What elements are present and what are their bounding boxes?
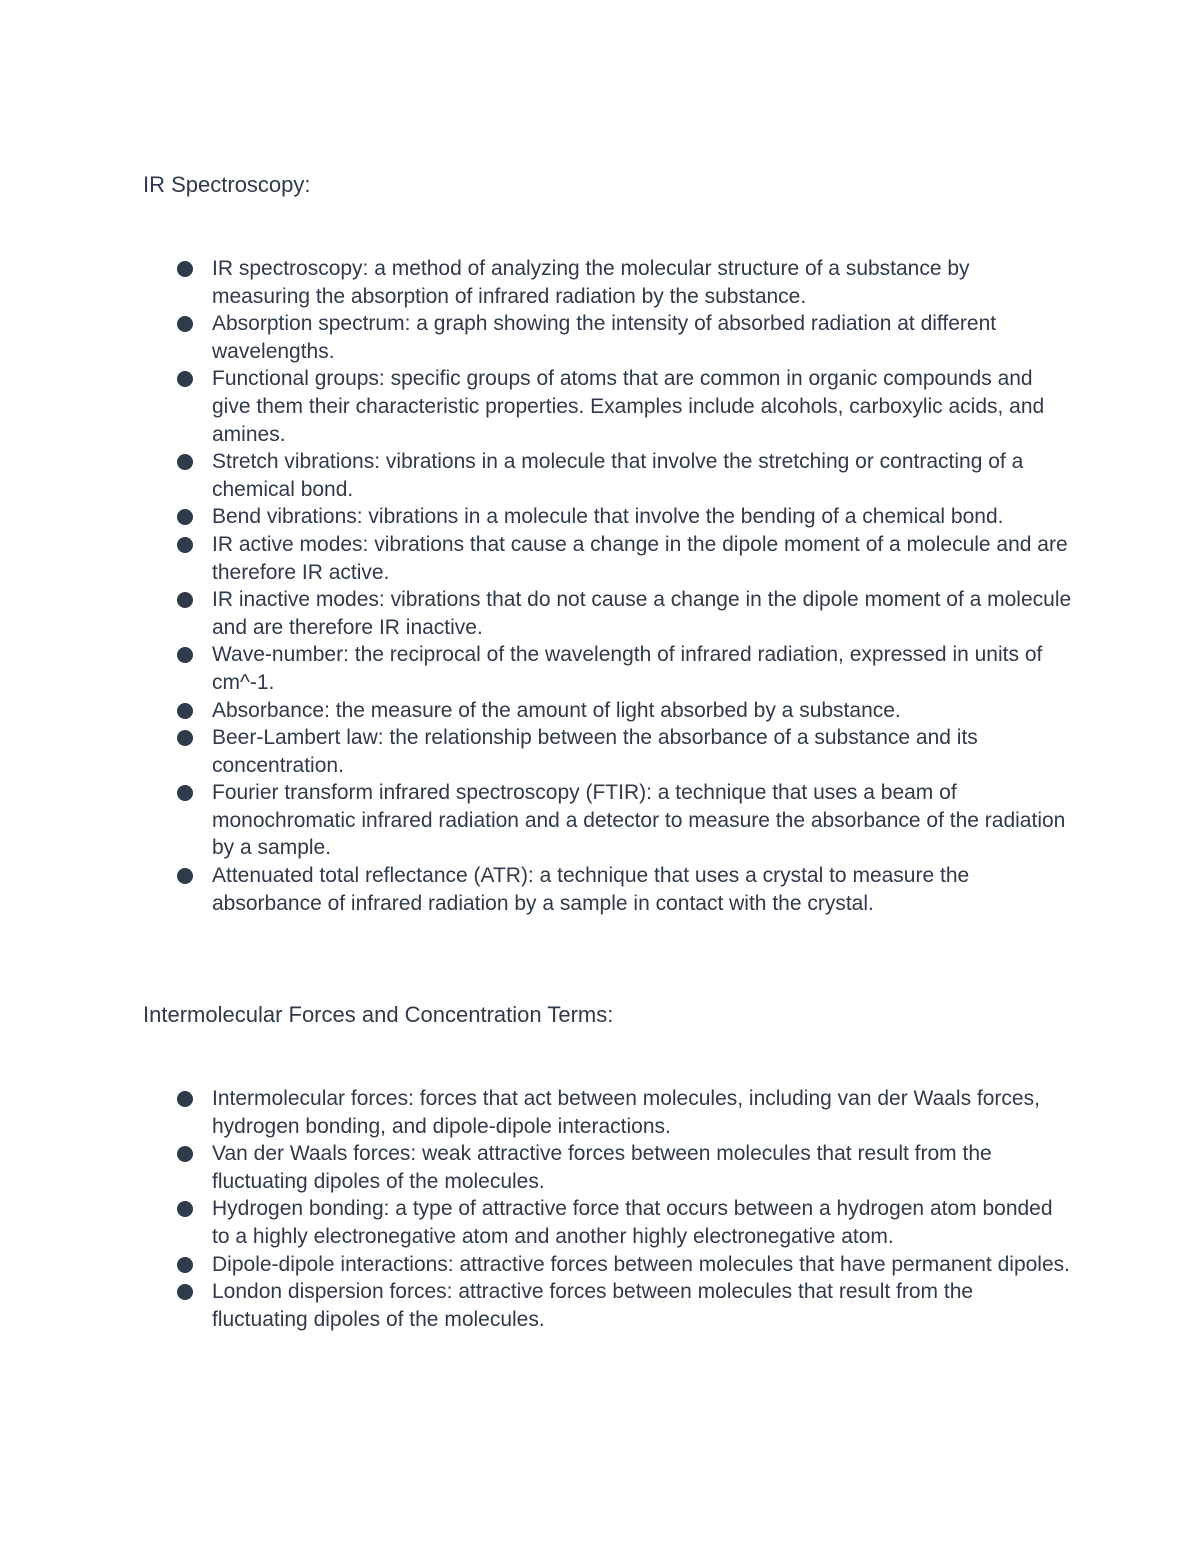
list-item	[0, 697, 1072, 725]
list-item	[0, 531, 1072, 586]
list-item	[0, 1140, 1072, 1195]
list-item	[0, 365, 1072, 448]
bullet-icon	[177, 730, 193, 746]
bullet-icon	[177, 1091, 193, 1107]
list-item-text: Dipole-dipole interactions: attractive forces between molecules that have permanent dipoles.	[212, 1252, 1070, 1276]
list-item	[0, 255, 1072, 310]
bullet-icon	[177, 509, 193, 525]
bullet-icon	[177, 1146, 193, 1162]
intermolecular-forces-term-list	[0, 1085, 1200, 1333]
list-item	[0, 503, 1072, 531]
list-item-text: London dispersion forces: attractive forces between molecules that result from the fluctuating dipoles of the molecules.	[212, 1280, 974, 1331]
ir-spectroscopy-term-list	[0, 255, 1200, 917]
list-item-text: Intermolecular forces: forces that act between molecules, including van der Waals forces, hydrogen bonding, and dipole-dipole interactions.	[212, 1087, 1040, 1138]
bullet-icon	[177, 592, 193, 608]
section-heading-ir-spectroscopy: IR Spectroscopy:	[143, 172, 311, 197]
list-item-text: Absorption spectrum: a graph showing the intensity of absorbed radiation at different wavelengths.	[212, 312, 997, 363]
list-item-text: IR inactive modes: vibrations that do not cause a change in the dipole moment of a molecule and are therefore IR inactive.	[212, 588, 1072, 639]
list-item	[0, 1251, 1072, 1279]
list-item-text: Bend vibrations: vibrations in a molecule that involve the bending of a chemical bond.	[212, 505, 1004, 529]
list-item-text: Fourier transform infrared spectroscopy (FTIR): a technique that uses a beam of monochromatic infrared radiation and a detector to measure the absorbance of the radiation by a sample.	[212, 781, 1066, 860]
list-item	[0, 586, 1072, 641]
list-item	[0, 310, 1072, 365]
list-item	[0, 1085, 1072, 1140]
bullet-icon	[177, 316, 193, 332]
bullet-icon	[177, 868, 193, 884]
list-item-text: Stretch vibrations: vibrations in a molecule that involve the stretching or contracting of a chemical bond.	[212, 450, 1024, 501]
list-item	[0, 1278, 1072, 1333]
bullet-icon	[177, 785, 193, 801]
list-item-text: Absorbance: the measure of the amount of light absorbed by a substance.	[212, 698, 901, 722]
bullet-icon	[177, 647, 193, 663]
list-item-text: Functional groups: specific groups of atoms that are common in organic compounds and give them their characteristic properties. Examples include alcohols, carboxylic acids, and amines.	[212, 367, 1045, 446]
bullet-icon	[177, 261, 193, 277]
bullet-icon	[177, 1257, 193, 1273]
list-item	[0, 862, 1072, 917]
list-item	[0, 1195, 1072, 1250]
bullet-icon	[177, 1201, 193, 1217]
bullet-icon	[177, 454, 193, 470]
bullet-icon	[177, 703, 193, 719]
list-item-text: Van der Waals forces: weak attractive forces between molecules that result from the fluctuating dipoles of the molecules.	[212, 1142, 992, 1193]
list-item-text: IR active modes: vibrations that cause a change in the dipole moment of a molecule and are therefore IR active.	[212, 532, 1068, 584]
bullet-icon	[177, 371, 193, 387]
list-item	[0, 641, 1072, 696]
list-item	[0, 779, 1072, 862]
bullet-icon	[177, 1284, 193, 1300]
list-item	[0, 448, 1072, 503]
list-item	[0, 724, 1072, 779]
list-item-text: IR spectroscopy: a method of analyzing the molecular structure of a substance by measuring the absorption of infrared radiation by the substance.	[212, 257, 970, 308]
list-item-text: Wave-number: the reciprocal of the wavelength of infrared radiation, expressed in units of cm^-1.	[212, 643, 1043, 694]
list-item-text: Beer-Lambert law: the relationship between the absorbance of a substance and its concentration.	[212, 726, 978, 777]
section-heading-intermolecular-forces: Intermolecular Forces and Concentration Terms:	[143, 1002, 614, 1027]
list-item-text: Hydrogen bonding: a type of attractive force that occurs between a hydrogen atom bonded to a highly electronegative atom and another highly electronegative atom.	[212, 1197, 1053, 1248]
list-item-text: Attenuated total reflectance (ATR): a technique that uses a crystal to measure the absorbance of infrared radiation by a sample in contact with the crystal.	[212, 864, 970, 915]
bullet-icon	[177, 537, 193, 553]
